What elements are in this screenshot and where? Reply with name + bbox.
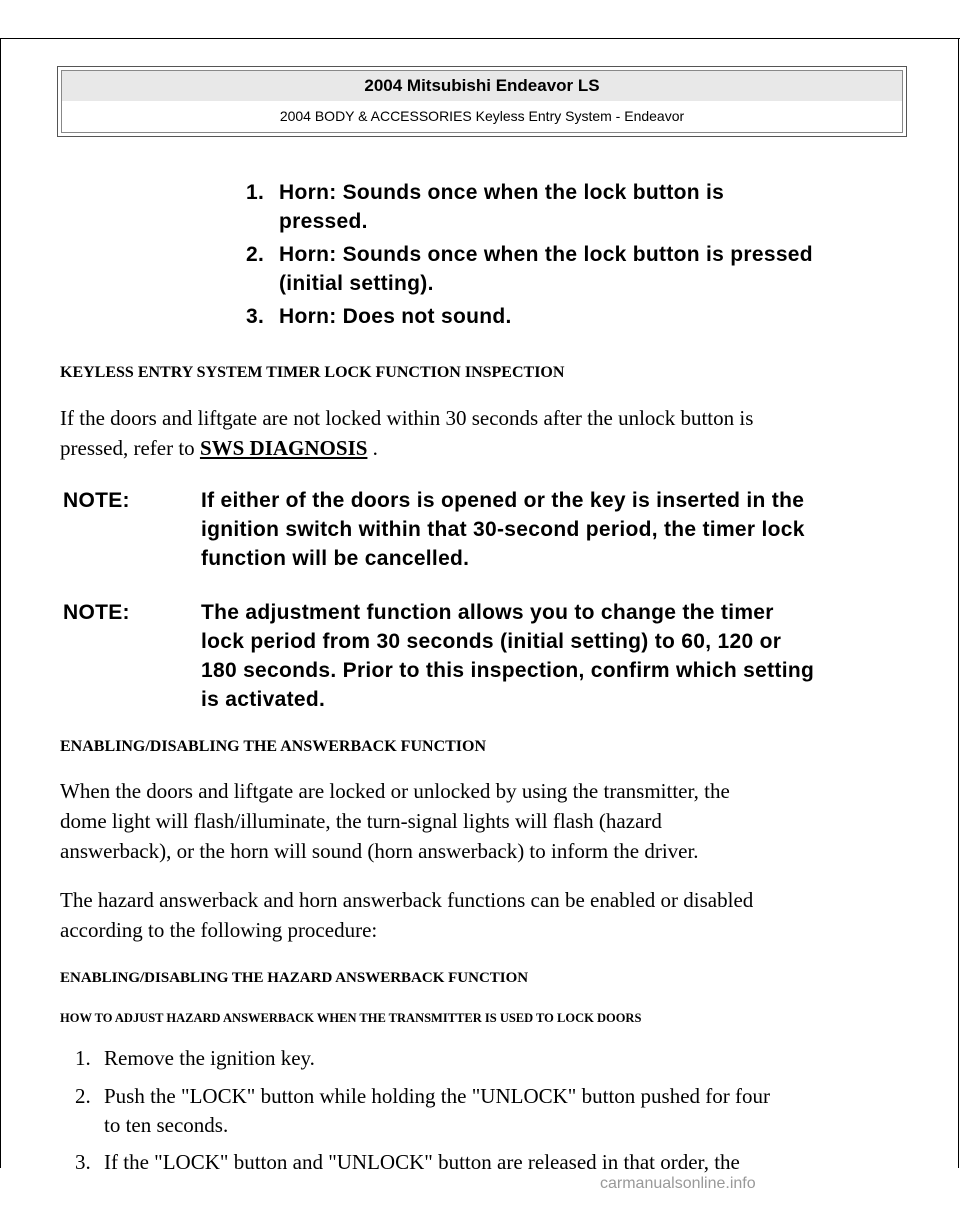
step-number: 1. [75, 1046, 91, 1070]
section-subheading: HOW TO ADJUST HAZARD ANSWERBACK WHEN THE TRANSMITTER IS USED TO LOCK DOORS [60, 1011, 642, 1025]
note-label: NOTE: [63, 601, 130, 624]
note-text: function will be cancelled. [201, 547, 470, 570]
section-heading: KEYLESS ENTRY SYSTEM TIMER LOCK FUNCTION INSPECTION [60, 364, 565, 381]
sws-diagnosis-link[interactable]: SWS DIAGNOSIS [199, 436, 368, 460]
note-text: ignition switch within that 30-second period, the timer lock [201, 518, 805, 541]
document-header [57, 66, 907, 137]
page-border-top [0, 38, 960, 39]
page-border-right [958, 38, 959, 1168]
paragraph-line: according to the following procedure: [60, 918, 378, 942]
list-item-number: 2. [246, 243, 265, 266]
paragraph-line: The hazard answerback and horn answerback functions can be enabled or disabled [60, 888, 754, 912]
note-text: lock period from 30 seconds (initial setting) to 60, 120 or [201, 630, 782, 653]
note-text: If either of the doors is opened or the key is inserted in the [201, 489, 805, 512]
note-label: NOTE: [63, 489, 130, 512]
paragraph-line [60, 434, 378, 463]
list-item-text: pressed. [279, 210, 368, 233]
step-text: Remove the ignition key. [104, 1046, 315, 1070]
paragraph-text: pressed, refer to [60, 436, 200, 460]
list-item-text: Horn: Does not sound. [279, 305, 512, 328]
list-item-number: 3. [246, 305, 265, 328]
header-title: 2004 Mitsubishi Endeavor LS [62, 71, 902, 102]
note-text: is activated. [201, 688, 326, 711]
page-border-left [0, 38, 1, 1168]
note-text: 180 seconds. Prior to this inspection, confirm which setting [201, 659, 815, 682]
paragraph-text: . [367, 436, 378, 460]
note-text: The adjustment function allows you to change the timer [201, 601, 774, 624]
paragraph-line: dome light will flash/illuminate, the turn-signal lights will flash (hazard [60, 809, 662, 833]
step-text: to ten seconds. [104, 1113, 229, 1137]
header-subtitle: 2004 BODY & ACCESSORIES Keyless Entry System - Endeavor [279, 108, 685, 124]
paragraph-line: answerback), or the horn will sound (horn answerback) to inform the driver. [60, 839, 699, 863]
list-item-text: Horn: Sounds once when the lock button is pressed [279, 243, 813, 266]
step-text: Push the "LOCK" button while holding the "UNLOCK" button pushed for four [104, 1084, 770, 1108]
list-item-number: 1. [246, 181, 265, 204]
step-number: 3. [75, 1150, 91, 1174]
section-heading: ENABLING/DISABLING THE HAZARD ANSWERBACK FUNCTION [60, 970, 529, 986]
step-text: If the "LOCK" button and "UNLOCK" button are released in that order, the [104, 1150, 740, 1174]
list-item-text: (initial setting). [279, 272, 434, 295]
paragraph-line: When the doors and liftgate are locked or unlocked by using the transmitter, the [60, 779, 730, 803]
watermark: carmanualsonline.info [600, 1175, 756, 1192]
paragraph-line: If the doors and liftgate are not locked within 30 seconds after the unlock button is [60, 406, 754, 430]
section-heading: ENABLING/DISABLING THE ANSWERBACK FUNCTION [60, 738, 487, 755]
step-number: 2. [75, 1084, 91, 1108]
list-item-text: Horn: Sounds once when the lock button is [279, 181, 725, 204]
